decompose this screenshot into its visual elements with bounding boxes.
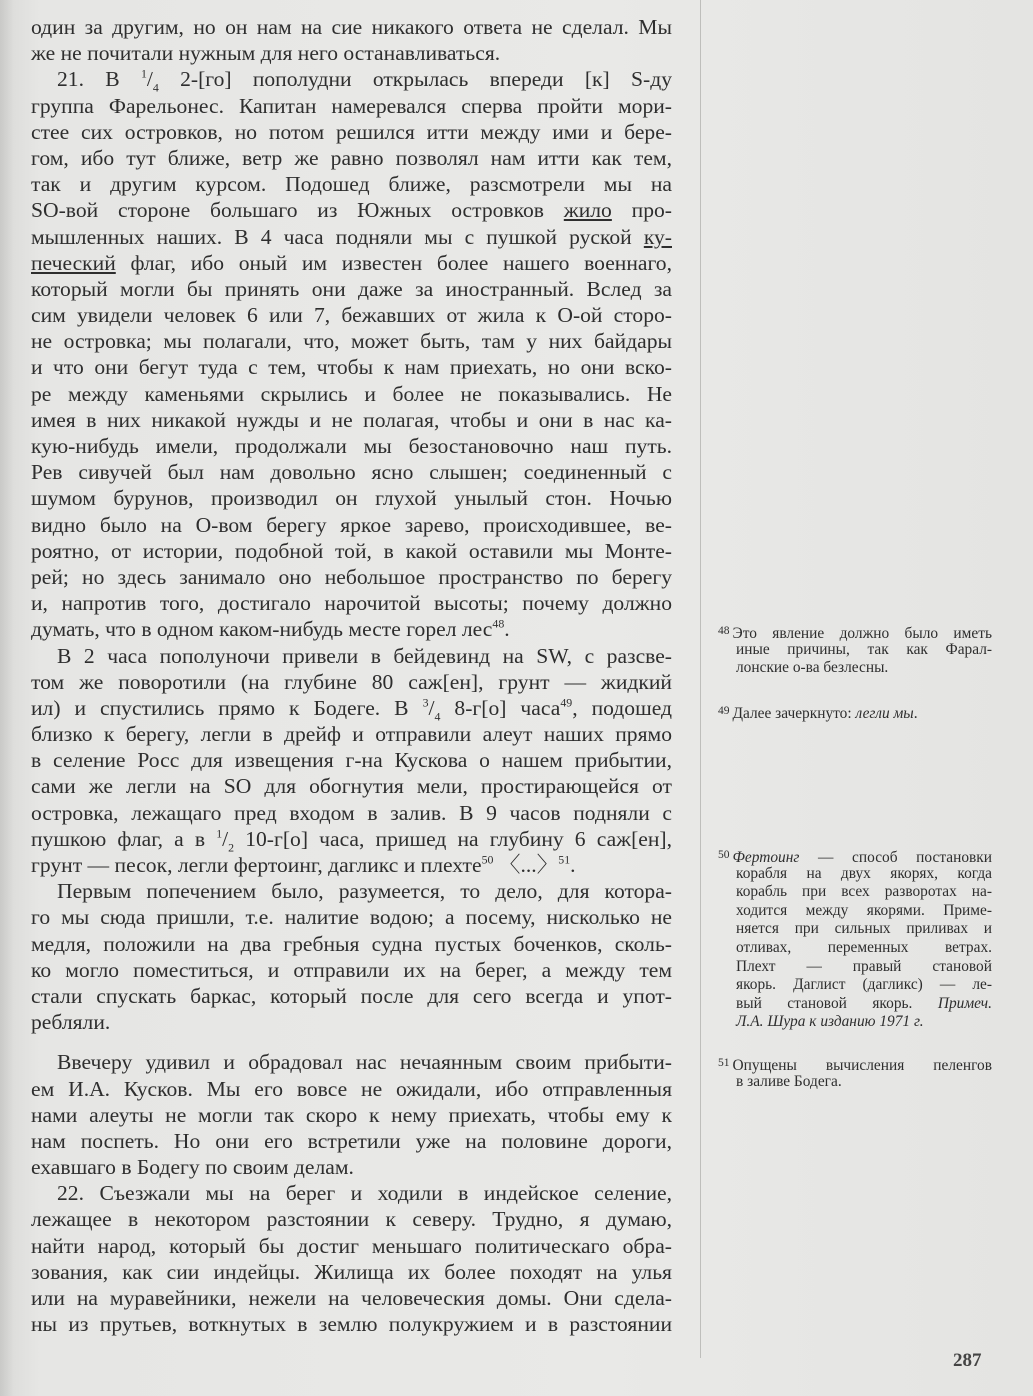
fraction-denominator: 4 [152,80,159,95]
text-line: Первым попечением было, разумеется, то дело, для котора- [57,879,672,904]
text-line: островка, лежащаго пред входом в залив. В 9 часов подняли с [31,800,672,825]
text-line: сами же легли на SO для обогнутия мели, простирающейся от [31,774,672,799]
footnote-line [718,702,992,721]
italic-text: Л.А. Шура к изданию 1971 г. [736,1013,924,1031]
fraction-denominator: 4 [434,709,441,724]
text-line: гом, ибо тут ближе, ветр же равно позволял нам итти как тем, [31,145,672,170]
text-line: Рев сивучей был нам довольно ясно слышен; соединенный с [31,460,672,485]
footnote-number: 49 [718,705,730,717]
text-line: грунт — песок, легли фертоинг, дагликс и плехте$^{50}$ 〈...〉$^{51}$. [31,852,576,877]
footnote-line [718,846,992,865]
footnote-text: отливах, переменных ветрах. [736,938,992,956]
underlined-word: жило [563,198,612,223]
main-text-column [31,14,672,1337]
underlined-word: ку- [643,224,672,249]
footnote-text: в заливе Бодега. [736,1072,842,1090]
text-line: один за другим, но он нам на сие никакого ответа не сделал. Мы [31,15,672,39]
column-divider [700,0,701,1358]
footnote-line [718,1013,992,1032]
footnote-number: 51 [718,1057,730,1069]
text-line: 22. Съезжали мы на берег и ходили в индейское селение, [57,1181,672,1206]
footnote-line [718,920,992,939]
text-line: ребляли. [31,1010,111,1035]
superscript: 3 [422,695,429,710]
footnote-text: ходится между якорями. Приме- [736,901,992,919]
text-line: же не почитали нужным для него останавливаться. [31,41,501,66]
text-line: который могли бы принять они даже за иностранный. Вслед за [31,276,672,301]
text-line: сим увидели человек 6 или 7, бежавших от жила к О-ой сторо- [31,303,672,328]
text-line: думать, что в одном каком-нибудь месте горел лес$^{48}$. [31,617,510,642]
footnote-text: Опущены вычисления пеленгов [732,1057,992,1075]
text-line: в селение Росс для извещения г-на Кускова о нашем прибытии, [31,748,672,773]
footnote-48 [718,622,992,678]
footnote-text: иные причины, так как Фарал- [736,640,992,658]
footnote-text: Фертоинг — способ постановки [732,849,992,867]
text-line: так и другим курсом. Подошед ближе, разсмотрели мы на [31,172,672,197]
footnote-number: 48 [718,625,730,637]
footnote-text: якорь. Даглист (дагликс) — ле- [736,976,992,994]
text-line: найти народ, который бы достиг меньшаго политическаго обра- [31,1233,672,1258]
text-line: медля, положили на два гребныя судна пустых боченков, сколь- [31,931,672,956]
text-line: ре между каменьями скрылись и более не показывались. Не [31,381,672,406]
footnote-line [718,865,992,884]
footnote-text: Это явление должно было иметь [732,625,992,643]
text-line: имея в них никакой нужды и не полагая, чтобы и они в нас ка- [31,407,672,432]
superscript: 1 [216,826,223,841]
footnote-text: корабля на двух якорях, когда [736,864,992,882]
text-line: ем И.А. Кусков. Мы его вовсе не ожидали, ибо отправленныя [31,1076,672,1101]
footnote-text: няется при сильных приливах и [736,920,992,938]
fraction-denominator: 2 [228,840,235,855]
text-line: кую-нибудь имели, продолжали мы безостановочно наш путь. [31,434,672,458]
footnote-line [718,641,992,660]
text-line: мышленных наших. В 4 часа подняли мы с пушкой руской ку- [31,224,672,249]
superscript: 51 [558,852,571,867]
text-line: шумом бурунов, производил он глухой унылый стон. Ночью [31,486,672,511]
text-line: и что они бегут туда с тем, чтобы к нам приехать, но они вско- [31,355,672,380]
text-line: и, напротив того, достигало нарочитой высоты; почему должно [31,591,672,616]
page-number: 287 [953,1350,982,1371]
footnote-text [736,1013,924,1030]
footnote-line [718,939,992,958]
footnote-text: лонские о-ва безлесны. [736,659,889,677]
text-line: ны из прутьев, воткнутых в землю полукружием и в разстоянии [31,1312,672,1337]
footnote-line [718,883,992,902]
footnote-text: вый становой якорь. Примеч. [736,994,992,1012]
text-line: стали спускать баркас, который после для сего всегда и упот- [31,983,672,1008]
text-line: нами алеуты не могли так скоро к нему приехать, чтобы ему к [31,1102,672,1127]
text-line: нам поспеть. Но они его встретили уже на половине дороги, [31,1128,672,1153]
text-line: зования, как сии индейцы. Жилища их более походят на улья [31,1259,672,1284]
text-line: или на муравейники, нежели на человеческия домы. Они сдела- [31,1286,672,1310]
text-line: рей; но здесь занимало оно небольшое пространство по берегу [31,564,672,589]
italic-text: Фертоинг [732,849,800,867]
footnote-text: корабль при всех разворотах на- [736,883,992,901]
text-line: ил) и спустились прямо к Бодеге. В $^3/_4$ 8-г[о] часа$^{49}$, подошед [31,695,672,724]
text-line: группа Фарельонес. Капитан намеревался сперва пройти мори- [31,93,672,118]
footnote-line [718,622,992,641]
footnote-line [718,958,992,977]
text-line: ехавшаго в Бодегу по своим делам. [31,1155,354,1180]
footnote-line [718,659,992,678]
text-line: том же поворотили (на глубине 80 саж[ен], грунт — жидкий [31,669,672,694]
text-line: 21. В $^1/_4$ 2-[го] пополудни открылась впереди [к] S-ду [57,67,672,95]
superscript: 1 [140,67,147,82]
text-line: видно было на О-вом берегу яркое зарево, происходившее, ве- [31,512,672,537]
text-line: роятно, от истории, подобной той, в какой оставили мы Монте- [31,538,672,563]
text-line: не островка; мы полагали, что, может быть, там у них байдары [31,329,672,354]
superscript: 50 [481,852,494,867]
footnote-line [718,1054,992,1073]
italic-text: Примеч. [937,994,992,1012]
text-line: печеский флаг, ибо оный им известен более нашего военнаго, [31,250,672,275]
text-line: Ввечеру удивил и обрадовал нас нечаянным своим прибыти- [57,1050,672,1075]
footnote-text: Плехт — правый становой [736,957,992,975]
text-line: В 2 часа пополуночи привели в бейдевинд на SW, с разсве- [57,643,672,668]
superscript: 48 [492,617,505,631]
footnote-49 [718,702,992,721]
text-line: лежащее в некотором разстоянии к северу. Трудно, я думаю, [31,1207,672,1232]
footnote-line [718,902,992,921]
text-line: го мы сюда пришли, т.е. налитие водою; а посему, нисколько не [31,905,672,930]
footnote-line [718,976,992,995]
footnote-number: 50 [718,849,730,861]
text-line: ко могло поместиться, и отправили их на берег, а между тем [31,957,672,982]
footnote-50 [718,846,992,1032]
footnote-51 [718,1054,992,1091]
footnote-line [718,995,992,1014]
text-line: SO-вой стороне большаго из Южных островков жило про- [31,198,672,223]
footnote-text: Далее зачеркнуто: легли мы. [732,705,918,723]
text-line: близко к берегу, легли в дрейф и отправили алеут наших прямо [31,722,672,747]
text-line: стее сих островков, но потом решился итти между ими и бере- [31,119,672,144]
italic-text: легли мы [855,705,914,723]
superscript: 49 [560,695,573,710]
underlined-word: печеский [31,250,116,275]
text-line: пушкою флаг, а в $^1/_2$ 10-г[о] часа, пришед на глубину 6 саж[ен], [31,826,672,855]
footnote-line [718,1073,992,1092]
